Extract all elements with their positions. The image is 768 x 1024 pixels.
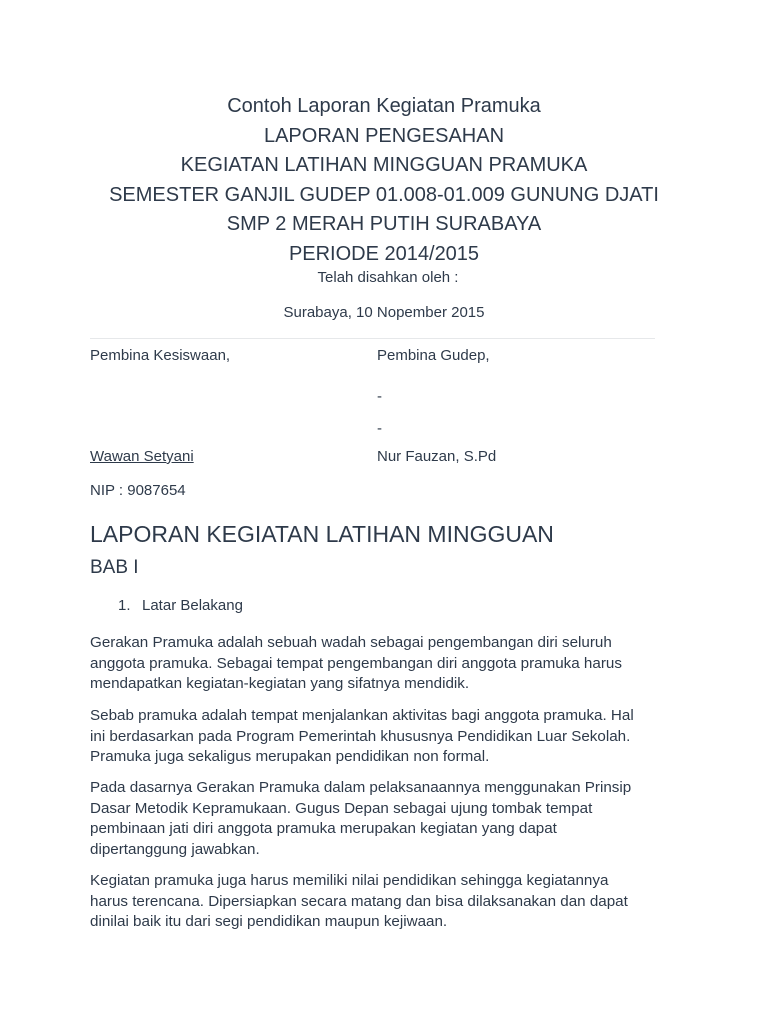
report-heading: LAPORAN KEGIATAN LATIHAN MINGGUAN	[90, 521, 554, 547]
approved-by-text: Telah disahkan oleh :	[317, 269, 459, 286]
title-line-1: Contoh Laporan Kegiatan Pramuka	[227, 95, 541, 117]
title-line-4: SEMESTER GANJIL GUDEP 01.008-01.009 GUNUNG DJATI	[109, 183, 659, 206]
paragraph-line: Gerakan Pramuka adalah sebuah wadah sebagai pengembangan diri seluruh	[90, 634, 612, 651]
paragraph-line: dipertanggung jawabkan.	[90, 840, 260, 858]
signature-dash-1: -	[377, 388, 382, 405]
divider	[90, 338, 655, 339]
paragraph-4	[90, 871, 710, 933]
left-signatory-title: Pembina Kesiswaan,	[90, 347, 231, 364]
place-date: Surabaya, 10 Nopember 2015	[283, 304, 485, 321]
list-item-number: 1.	[118, 597, 131, 614]
title-line-5: SMP 2 MERAH PUTIH SURABAYA	[226, 213, 542, 235]
paragraph-line: pembinaan jati diri anggota pramuka merupakan kegiatan yang dapat	[90, 820, 557, 837]
paragraph-line: Sebab pramuka adalah tempat menjalankan aktivitas bagi anggota pramuka. Hal	[90, 707, 634, 724]
paragraph-line: Pramuka juga sekaligus merupakan pendidikan non formal.	[90, 748, 490, 765]
chapter-heading: BAB I	[90, 557, 139, 578]
title-line-3: KEGIATAN LATIHAN MINGGUAN PRAMUKA	[180, 154, 588, 176]
paragraph-2	[90, 706, 710, 768]
paragraph-line: Dasar Metodik Kepramukaan. Gugus Depan sebagai ujung tombak tempat	[90, 799, 593, 817]
list-item-label: Latar Belakang	[142, 597, 243, 614]
title-line-2: LAPORAN PENGESAHAN	[263, 124, 505, 147]
right-signatory-title: Pembina Gudep,	[377, 347, 490, 364]
title-block	[0, 92, 768, 269]
paragraph-line: ini berdasarkan pada Program Pemerintah khususnya Pendidikan Luar Sekolah.	[90, 727, 631, 745]
title-line-6: PERIODE 2014/2015	[288, 242, 480, 265]
paragraph-line: mendapatkan kegiatan-kegiatan yang sifatnya mendidik.	[90, 675, 470, 692]
paragraph-1	[90, 633, 710, 695]
paragraph-line: Kegiatan pramuka juga harus memiliki nilai pendidikan sehingga kegiatannya	[90, 872, 609, 889]
left-signatory-name: Wawan Setyani	[90, 448, 194, 465]
paragraph-line: anggota pramuka. Sebagai tempat pengembangan diri anggota pramuka harus	[90, 654, 622, 672]
paragraph-line: harus terencana. Dipersiapkan secara matang dan bisa dilaksanakan dan dapat	[90, 892, 628, 910]
right-signatory-name: Nur Fauzan, S.Pd	[377, 448, 497, 465]
list-item	[118, 597, 243, 614]
paragraph-line: Pada dasarnya Gerakan Pramuka dalam pelaksanaannya menggunakan Prinsip	[90, 779, 632, 796]
paragraph-line: dinilai baik itu dari segi pendidikan maupun kejiwaan.	[90, 913, 448, 930]
paragraph-3	[90, 778, 710, 860]
nip-number: NIP : 9087654	[90, 482, 186, 499]
signature-dash-2: -	[377, 420, 382, 437]
